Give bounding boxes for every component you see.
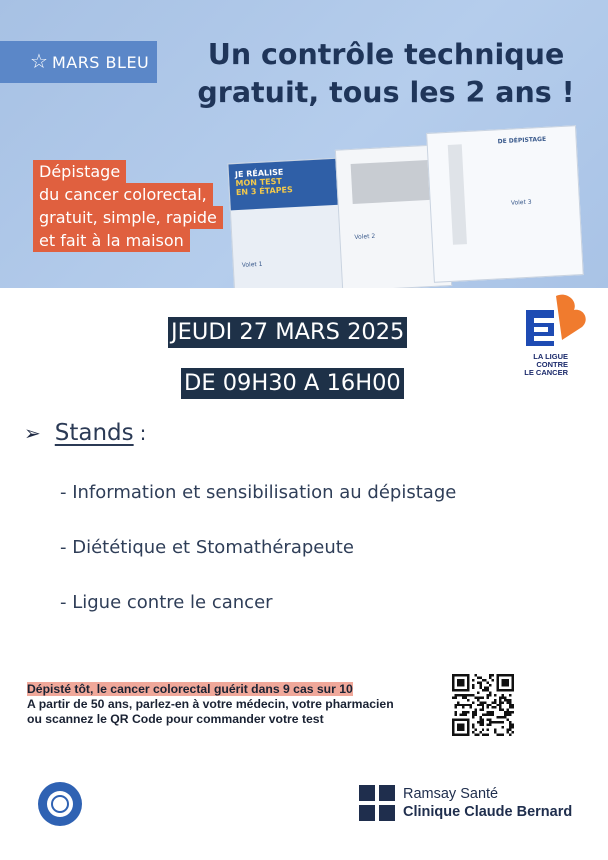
pitch-line: Dépistage bbox=[33, 160, 126, 183]
stand-item: - Ligue contre le cancer bbox=[60, 592, 273, 613]
event-date: JEUDI 27 MARS 2025 bbox=[168, 317, 407, 348]
mars-bleu-label: MARS BLEU bbox=[51, 52, 150, 72]
stands-colon: : bbox=[139, 421, 147, 445]
ramsay-brand: Ramsay Santé bbox=[403, 786, 499, 802]
kit-title-line: MON TEST bbox=[235, 176, 283, 189]
ramsay-sante-logo bbox=[359, 785, 572, 821]
banner bbox=[0, 0, 608, 288]
info-line: ou scannez le QR Code pour commander votre test bbox=[27, 712, 324, 726]
kit-title-line: EN 3 ÉTAPES bbox=[235, 185, 294, 198]
stand-item: - Information et sensibilisation au dépistage bbox=[60, 482, 457, 503]
kit-panel-1 bbox=[227, 157, 352, 288]
clinic-name: Clinique Claude Bernard bbox=[403, 804, 573, 820]
test-kit-illustration bbox=[226, 119, 594, 288]
kit-panel-3 bbox=[426, 125, 584, 283]
kit-step-2: Volet 2 bbox=[354, 232, 376, 241]
info-block bbox=[27, 682, 394, 727]
event-hours: DE 09H30 A 16H00 bbox=[181, 368, 404, 399]
ligue-logo-text: LA LIGUE CONTRE LE CANCER bbox=[524, 352, 568, 377]
highlight-text: Dépisté tôt, le cancer colorectal guérit dans 9 cas sur 10 bbox=[27, 682, 353, 696]
stands-title: Stands bbox=[54, 420, 134, 446]
qr-code[interactable] bbox=[452, 674, 514, 736]
stand-item: - Diététique et Stomathérapeute bbox=[60, 537, 354, 558]
kit-tube-holder bbox=[351, 160, 433, 204]
pitch-box bbox=[33, 160, 231, 252]
kit-back-label: DE DÉPISTAGE bbox=[497, 135, 547, 146]
pitch-line: et fait à la maison bbox=[33, 229, 190, 252]
kit-step-3: Volet 3 bbox=[510, 198, 532, 207]
entreprise-a-mission-badge bbox=[37, 781, 83, 827]
kit-collector bbox=[448, 144, 467, 245]
ligue-contre-le-cancer-logo bbox=[518, 294, 590, 380]
kit-title-line: JE RÉALISE bbox=[234, 167, 284, 180]
ramsay-mark-icon bbox=[359, 785, 395, 821]
mars-bleu-tag bbox=[0, 41, 157, 83]
stands-heading bbox=[24, 420, 146, 446]
headline: Un contrôle technique gratuit, tous les 2 ans ! bbox=[197, 38, 575, 109]
ligue-logo-icon bbox=[518, 294, 590, 354]
info-line: A partir de 50 ans, parlez-en à votre médecin, votre pharmacien bbox=[27, 697, 394, 711]
kit-title bbox=[235, 167, 293, 197]
kit-step-1: Volet 1 bbox=[241, 260, 263, 269]
pitch-line: gratuit, simple, rapide bbox=[33, 206, 223, 229]
star-icon: ☆ bbox=[30, 51, 48, 73]
arrow-bullet-icon: ➢ bbox=[24, 423, 41, 445]
pitch-line: du cancer colorectal, bbox=[33, 183, 213, 206]
